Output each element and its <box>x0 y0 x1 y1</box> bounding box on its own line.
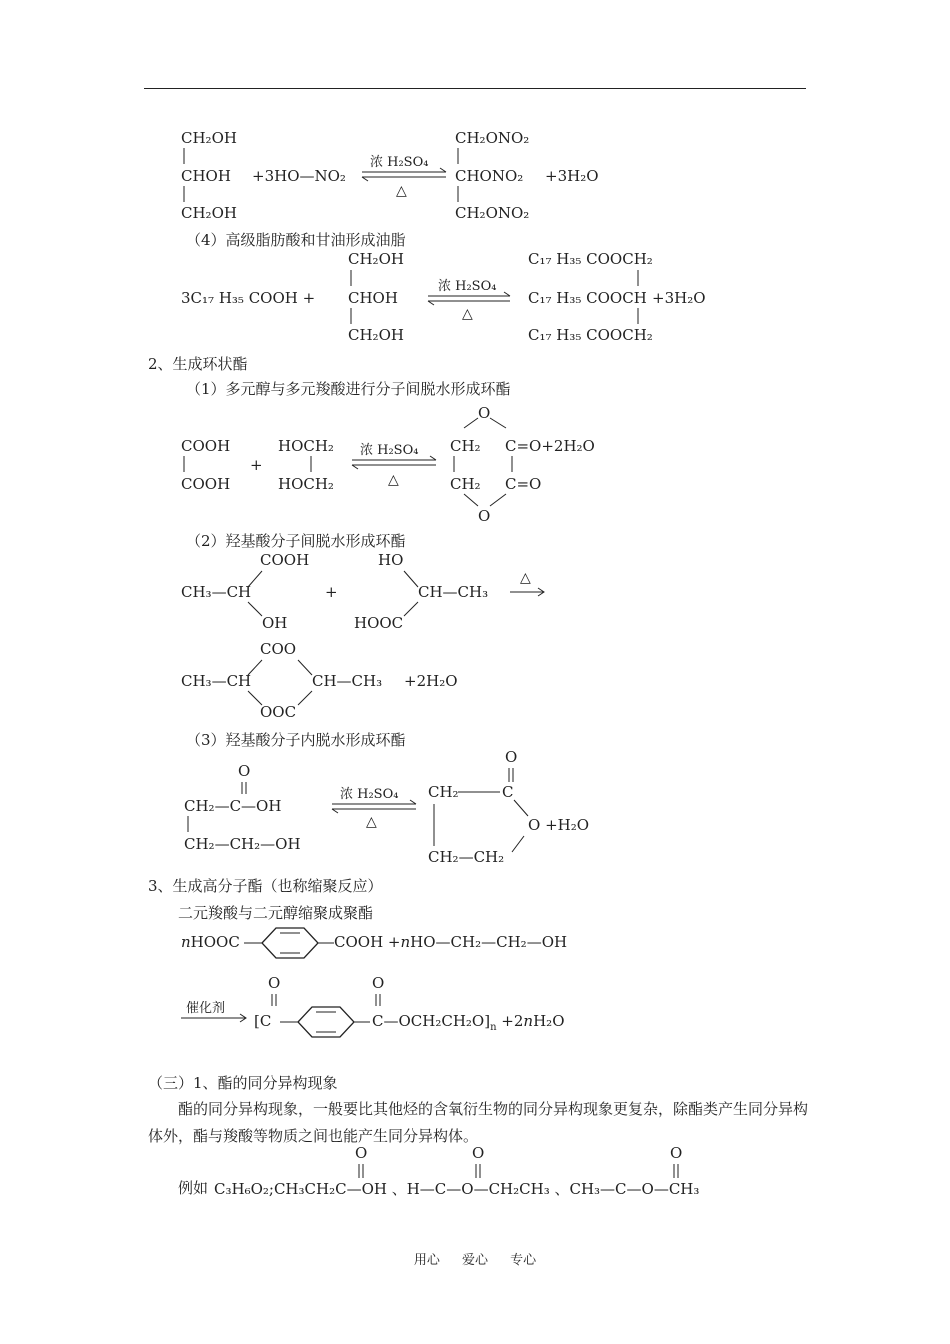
svg-text:CH₂: CH₂ <box>450 475 481 493</box>
svg-text:CH₂ONO₂: CH₂ONO₂ <box>455 129 530 147</box>
svg-text:CH₂OH: CH₂OH <box>181 204 237 222</box>
svg-text:COO: COO <box>260 640 297 658</box>
svg-text:C₃H₆O₂;CH₃CH₂C—OH 、H—C—O—CH₂CH: C₃H₆O₂;CH₃CH₂C—OH 、H—C—O—CH₂CH₃ 、CH₃—C—O—CH₃ <box>214 1180 700 1198</box>
svg-text:O: O <box>478 507 491 525</box>
svg-text:CH₂OH: CH₂OH <box>348 250 404 268</box>
svg-text:CHONO₂: CHONO₂ <box>455 167 524 185</box>
svg-text:CH₂OH: CH₂OH <box>181 129 237 147</box>
svg-text:HOOC: HOOC <box>354 614 404 632</box>
svg-text:C=O+2H₂O: C=O+2H₂O <box>505 437 595 455</box>
section-hydroxyacid-intra-heading: （3）羟基酸分子内脱水形成环酯 <box>186 731 406 749</box>
svg-text:浓 H₂SO₄: 浓 H₂SO₄ <box>438 279 497 294</box>
svg-text:O: O <box>238 762 251 780</box>
svg-text:C: C <box>502 783 514 801</box>
reagent-heat: △ <box>396 183 407 199</box>
svg-text:△: △ <box>462 306 473 322</box>
svg-text:+3H₂O: +3H₂O <box>652 289 706 307</box>
svg-text:3C₁₇ H₃₅ COOH +: 3C₁₇ H₃₅ COOH + <box>181 289 316 307</box>
svg-text:CH₂—CH₂—OH: CH₂—CH₂—OH <box>184 835 301 853</box>
reagent-catalyst: 催化剂 <box>186 1001 226 1016</box>
svg-text:CH₂ONO₂: CH₂ONO₂ <box>455 204 530 222</box>
footer-item: 用心 <box>413 1253 440 1268</box>
section-polyester-heading: 3、生成高分子酯（也称缩聚反应） <box>148 877 383 895</box>
svg-text:CH₂: CH₂ <box>428 783 459 801</box>
svg-text:CH—CH₃: CH—CH₃ <box>312 672 383 690</box>
svg-text:COOH: COOH <box>181 475 231 493</box>
svg-text:O: O <box>472 1144 485 1162</box>
svg-text:CH₂—CH₂: CH₂—CH₂ <box>428 848 505 866</box>
svg-text:O: O <box>478 404 491 422</box>
svg-text:CHOH: CHOH <box>348 289 398 307</box>
equation-fat-formation <box>181 250 706 344</box>
svg-text:O: O <box>268 974 281 992</box>
svg-text:OH: OH <box>262 614 288 632</box>
svg-text:浓 H₂SO₄: 浓 H₂SO₄ <box>340 787 399 802</box>
equation-glycerol-nitration <box>181 129 599 222</box>
svg-text:△: △ <box>388 472 399 488</box>
svg-text:CH₃—CH: CH₃—CH <box>181 672 252 690</box>
page-footer <box>0 1249 950 1268</box>
isomer-examples <box>214 1144 699 1198</box>
section-polyol-polyacid-heading: （1）多元醇与多元羧酸进行分子间脱水形成环酯 <box>186 380 511 398</box>
section-hydroxyacid-inter-heading: （2）羟基酸分子间脱水形成环酯 <box>186 532 406 550</box>
svg-text:△: △ <box>520 570 531 586</box>
svg-text:CH₃—CH: CH₃—CH <box>181 583 252 601</box>
reagent-conc-h2so4: 浓 H₂SO₄ <box>370 155 429 170</box>
equation-cyclic-ester-2 <box>181 551 544 721</box>
svg-text:C₁₇ H₃₅ COOCH: C₁₇ H₃₅ COOCH <box>528 289 647 307</box>
svg-text:COOH: COOH <box>260 551 310 569</box>
section-glyceride-heading: （4）高级脂肪酸和甘油形成油脂 <box>186 231 406 249</box>
svg-text:CH₂: CH₂ <box>450 437 481 455</box>
svg-text:nHOOC: nHOOC <box>181 933 240 951</box>
svg-text:CH₂OH: CH₂OH <box>348 326 404 344</box>
svg-text:+3H₂O: +3H₂O <box>545 167 599 185</box>
svg-text:HOCH₂: HOCH₂ <box>278 437 334 455</box>
svg-text:O +H₂O: O +H₂O <box>528 816 590 834</box>
svg-text:C—OCH₂CH₂O]n +2nH₂O: $C—OCH_2CH_2O]_n +2nH_2O$ <box>372 1012 565 1033</box>
svg-text:+: + <box>250 456 263 474</box>
svg-text:CH—CH₃: CH—CH₃ <box>418 583 489 601</box>
footer-item: 爱心 <box>461 1253 488 1268</box>
svg-text:O: O <box>372 974 385 992</box>
isomerism-paragraph: 酯的同分异构现象，一般要比其他烃的含氧衍生物的同分异构现象更复杂，除酯类产生同分异构体外，酯与羧酸等物质之间也能产生同分异构体。 <box>148 1100 809 1145</box>
svg-text:+: + <box>325 583 338 601</box>
svg-text:HO: HO <box>378 551 404 569</box>
svg-text:浓 H₂SO₄: 浓 H₂SO₄ <box>360 443 419 458</box>
equation-cyclic-ester-1 <box>181 404 595 525</box>
svg-text:O: O <box>670 1144 683 1162</box>
svg-text:[C: [C <box>254 1012 272 1030</box>
svg-text:+3HO—NO₂: +3HO—NO₂ <box>252 167 346 185</box>
svg-text:C=O: C=O <box>505 475 542 493</box>
svg-text:COOH: COOH <box>181 437 231 455</box>
svg-text:O: O <box>355 1144 368 1162</box>
svg-text:HOCH₂: HOCH₂ <box>278 475 334 493</box>
example-prefix: 例如 <box>178 1179 209 1197</box>
svg-text:+2H₂O: +2H₂O <box>404 672 458 690</box>
section-polyester-subheading: 二元羧酸与二元醇缩聚成聚酯 <box>178 904 374 922</box>
svg-text:C₁₇ H₃₅ COOCH₂: C₁₇ H₃₅ COOCH₂ <box>528 326 653 344</box>
svg-text:△: △ <box>366 814 377 830</box>
section-cyclic-ester-heading: 2、生成环状酯 <box>148 355 248 373</box>
svg-text:OOC: OOC <box>260 703 297 721</box>
equation-polyester <box>181 928 567 1037</box>
svg-text:COOH +nHO—CH₂—CH₂—OH: COOH +nHO—CH₂—CH₂—OH <box>334 933 568 951</box>
section-isomerism-heading: （三）1、酯的同分异构现象 <box>148 1074 338 1092</box>
equation-cyclic-ester-3 <box>184 748 589 866</box>
footer-item: 专心 <box>510 1253 537 1268</box>
svg-text:C₁₇ H₃₅ COOCH₂: C₁₇ H₃₅ COOCH₂ <box>528 250 653 268</box>
svg-text:O: O <box>505 748 518 766</box>
svg-text:CH₂—C—OH: CH₂—C—OH <box>184 797 282 815</box>
svg-text:CHOH: CHOH <box>181 167 231 185</box>
